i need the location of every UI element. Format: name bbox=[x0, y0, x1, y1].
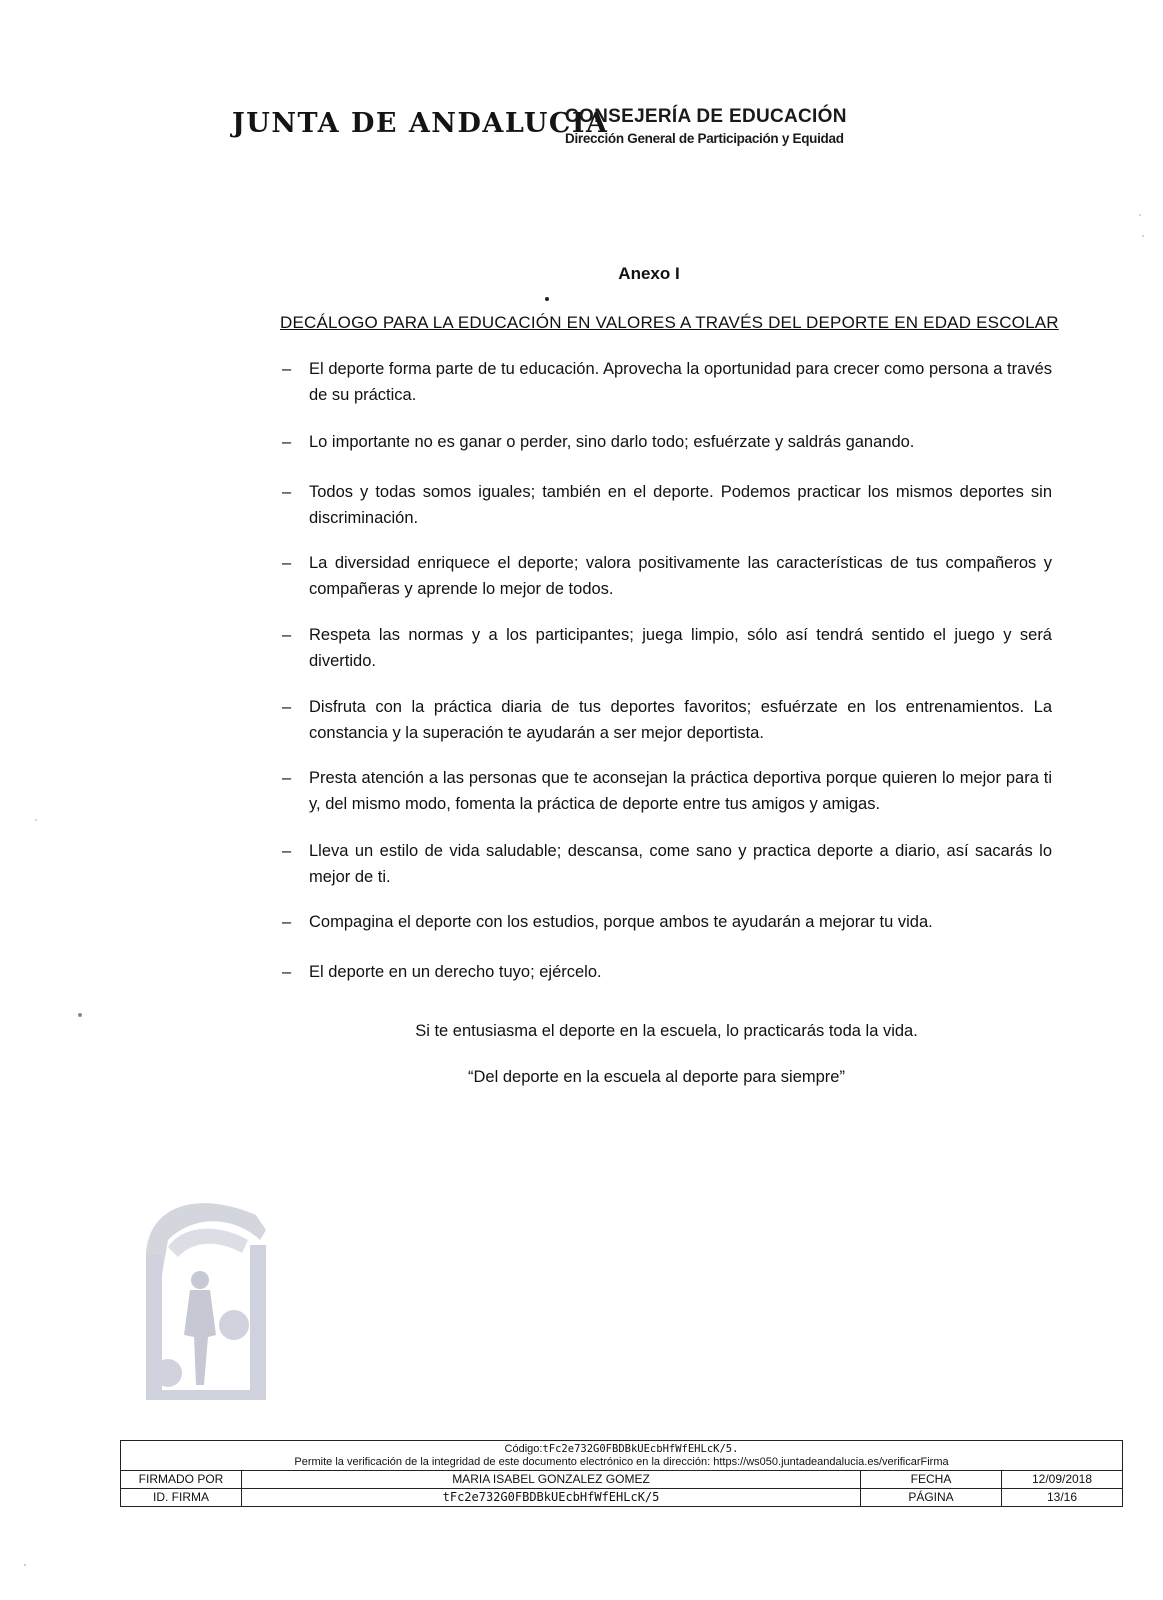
page-label: PÁGINA bbox=[861, 1489, 1002, 1506]
list-item-text: Presta atención a las personas que te aconsejan la práctica deportiva porque quieren lo mejor para ti y, del mismo modo, fomenta la práctica de deporte entre tus amigos y amigas. bbox=[309, 769, 1052, 813]
list-item bbox=[282, 765, 1052, 817]
verification-code: tFc2e732G0FBDBkUEcbHfWfEHLcK/5. bbox=[542, 1443, 739, 1455]
list-item bbox=[282, 694, 1052, 746]
verification-header bbox=[121, 1441, 1122, 1471]
signature-id-row bbox=[121, 1488, 1122, 1506]
signature-id-label: ID. FIRMA bbox=[121, 1489, 242, 1506]
signature-id: tFc2e732G0FBDBkUEcbHfWfEHLcK/5 bbox=[242, 1489, 861, 1506]
list-item-text: La diversidad enriquece el deporte; valora positivamente las características de tus compañeros y compañeras y aprende lo mejor de todos. bbox=[309, 554, 1052, 598]
list-item bbox=[282, 429, 1052, 455]
bullet-dash: – bbox=[282, 483, 292, 501]
bullet-dash: – bbox=[282, 913, 292, 931]
signer-row bbox=[121, 1471, 1122, 1488]
list-item bbox=[282, 959, 1052, 985]
code-label: Código: bbox=[504, 1443, 543, 1455]
bullet-dash: – bbox=[282, 842, 292, 860]
electronic-signature-box bbox=[120, 1440, 1123, 1507]
list-item bbox=[282, 909, 1052, 935]
bullet-dash: – bbox=[282, 698, 292, 716]
list-item-text: Lo importante no es ganar o perder, sino darlo todo; esfuérzate y saldrás ganando. bbox=[309, 433, 915, 451]
document-title: DECÁLOGO PARA LA EDUCACIÓN EN VALORES A TRAVÉS DEL DEPORTE EN EDAD ESCOLAR bbox=[280, 313, 1059, 332]
junta-brand-logo: JUNTA DE ANDALUCIA bbox=[232, 108, 609, 139]
list-item bbox=[282, 622, 1052, 674]
closing-slogan: “Del deporte en la escuela al deporte para siempre” bbox=[468, 1068, 845, 1086]
list-item-text: El deporte en un derecho tuyo; ejércelo. bbox=[309, 963, 602, 981]
directorate-name: Dirección General de Participación y Equidad bbox=[565, 131, 844, 146]
bullet-dash: – bbox=[282, 554, 292, 572]
list-item bbox=[282, 479, 1052, 531]
verification-text: Permite la verificación de la integridad de este documento electrónico en la dirección: https://ws050.juntadeandalucia.es/verificarFirma bbox=[294, 1456, 949, 1468]
date-label: FECHA bbox=[861, 1471, 1002, 1488]
annex-heading: Anexo I bbox=[618, 264, 680, 283]
bullet-dash: – bbox=[282, 360, 292, 378]
bullet-dash: – bbox=[282, 433, 292, 451]
andalusia-emblem-watermark bbox=[138, 1185, 273, 1410]
department-name: CONSEJERÍA DE EDUCACIÓN bbox=[565, 106, 847, 127]
list-item-text: Respeta las normas y a los participantes; juega limpio, sólo así tendrá sentido el juego y será divertido. bbox=[309, 626, 1052, 670]
page-number: 13/16 bbox=[1046, 1490, 1078, 1504]
list-item-text: Compagina el deporte con los estudios, porque ambos te ayudarán a mejorar tu vida. bbox=[309, 913, 933, 931]
closing-sentence: Si te entusiasma el deporte en la escuela, lo practicarás toda la vida. bbox=[415, 1022, 918, 1040]
signer-name: MARIA ISABEL GONZALEZ GOMEZ bbox=[242, 1471, 861, 1488]
bullet-dash: – bbox=[282, 626, 292, 644]
list-item bbox=[282, 356, 1052, 408]
list-item-text: El deporte forma parte de tu educación. Aprovecha la oportunidad para crecer como persona a través de su práctica. bbox=[309, 360, 1052, 404]
signed-by-label: FIRMADO POR bbox=[121, 1471, 242, 1488]
list-item bbox=[282, 838, 1052, 890]
list-item-text: Todos y todas somos iguales; también en el deporte. Podemos practicar los mismos deportes sin discriminación. bbox=[309, 483, 1052, 527]
signature-date: 12/09/2018 bbox=[1031, 1472, 1093, 1486]
stray-dot bbox=[545, 297, 549, 301]
bullet-dash: – bbox=[282, 769, 292, 787]
list-item bbox=[282, 550, 1052, 602]
bullet-dash: – bbox=[282, 963, 292, 981]
list-item-text: Disfruta con la práctica diaria de tus deportes favoritos; esfuérzate en los entrenamientos. La constancia y la superación te ayudarán a ser mejor deportista. bbox=[309, 698, 1052, 742]
list-item-text: Lleva un estilo de vida saludable; descansa, come sano y practica deporte a diario, así sacarás lo mejor de ti. bbox=[309, 842, 1052, 886]
